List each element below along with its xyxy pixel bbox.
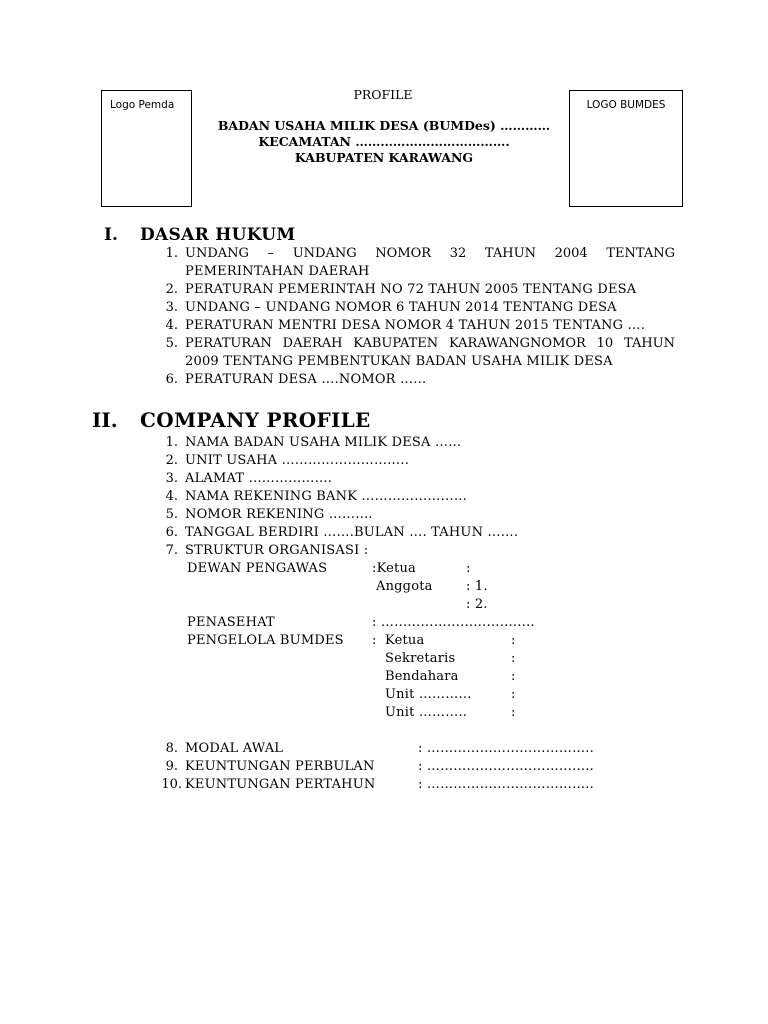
list-item-text-continued: 2009 TENTANG PEMBENTUKAN BADAN USAHA MILIK DESA bbox=[185, 354, 613, 369]
list-item-text-continued: PEMERINTAHAN DAERAH bbox=[185, 264, 370, 279]
list-item-text: NOMOR REKENING ………. bbox=[185, 507, 373, 522]
list-item-number: 8. bbox=[165, 741, 178, 756]
dewan-anggota: Anggota bbox=[376, 579, 433, 594]
list-item-number: 10. bbox=[161, 777, 182, 792]
list-item-number: 7. bbox=[165, 543, 178, 558]
header-line-kabupaten: KABUPATEN KARAWANG bbox=[294, 150, 474, 165]
pengelola-unit-2: Unit ……….. bbox=[385, 705, 468, 720]
logo-bumdes-label: LOGO BUMDES bbox=[586, 99, 666, 111]
list-item-text: UNDANG – UNDANG NOMOR 6 TAHUN 2014 TENTANG DESA bbox=[185, 300, 617, 315]
section-1-title: DASAR HUKUM bbox=[140, 225, 296, 245]
dewan-anggota-2: : 2. bbox=[466, 597, 488, 612]
pengelola-unit-1: Unit ………… bbox=[385, 687, 472, 702]
list-item-text: STRUKTUR ORGANISASI : bbox=[185, 543, 369, 558]
list-item-text: PERATURAN DESA ….NOMOR …… bbox=[185, 372, 427, 387]
list-item-number: 1. bbox=[165, 246, 178, 261]
modal-awal-label: MODAL AWAL bbox=[185, 741, 284, 756]
pengelola-colon: : bbox=[372, 633, 377, 648]
pengelola-unit-2-colon: : bbox=[511, 705, 516, 720]
keuntungan-perbulan-label: KEUNTUNGAN PERBULAN bbox=[185, 759, 375, 774]
pengelola-ketua: Ketua bbox=[385, 633, 425, 648]
dewan-ketua: :Ketua bbox=[372, 561, 416, 576]
pengelola-bendahara-colon: : bbox=[511, 669, 516, 684]
keuntungan-pertahun-value: : ……………………………….. bbox=[418, 777, 594, 792]
document-title: PROFILE bbox=[353, 87, 413, 102]
list-item-text: PERATURAN MENTRI DESA NOMOR 4 TAHUN 2015 TENTANG …. bbox=[185, 318, 646, 333]
list-item-number: 6. bbox=[165, 525, 178, 540]
logo-pemda-label: Logo Pemda bbox=[110, 99, 175, 111]
pengelola-ketua-colon: : bbox=[511, 633, 516, 648]
header-line-bumdes: BADAN USAHA MILIK DESA (BUMDes) ………… bbox=[217, 118, 551, 133]
dewan-anggota-1: : 1. bbox=[466, 579, 488, 594]
pengelola-label: PENGELOLA BUMDES bbox=[187, 633, 344, 648]
section-2-title: COMPANY PROFILE bbox=[140, 408, 371, 432]
list-item-number: 2. bbox=[165, 282, 178, 297]
penasehat-value: : …………………………….. bbox=[372, 615, 535, 630]
dewan-pengawas-label: DEWAN PENGAWAS bbox=[187, 561, 328, 576]
list-item-number: 6. bbox=[165, 372, 178, 387]
list-item-number: 4. bbox=[165, 489, 178, 504]
list-item-text bbox=[185, 336, 675, 351]
justified-line: PERATURAN DAERAH KABUPATEN KARAWANGNOMOR 10 TAHUN bbox=[185, 336, 675, 351]
list-item-text bbox=[185, 246, 675, 261]
penasehat-label: PENASEHAT bbox=[187, 615, 275, 630]
list-item-number: 5. bbox=[165, 507, 178, 522]
list-item-text: PERATURAN PEMERINTAH NO 72 TAHUN 2005 TENTANG DESA bbox=[185, 282, 637, 297]
keuntungan-pertahun-label: KEUNTUNGAN PERTAHUN bbox=[185, 777, 376, 792]
list-item-number: 4. bbox=[165, 318, 178, 333]
pengelola-unit-1-colon: : bbox=[511, 687, 516, 702]
list-item-number: 3. bbox=[165, 300, 178, 315]
list-item-text: NAMA REKENING BANK …………………… bbox=[185, 489, 468, 504]
list-item-number: 2. bbox=[165, 453, 178, 468]
dewan-ketua-colon: : bbox=[466, 561, 471, 576]
pengelola-bendahara: Bendahara bbox=[385, 669, 459, 684]
justified-line: UNDANG – UNDANG NOMOR 32 TAHUN 2004 TENTANG bbox=[185, 246, 675, 261]
section-2-number: II. bbox=[92, 408, 118, 432]
keuntungan-perbulan-value: : ……………………………….. bbox=[418, 759, 594, 774]
list-item-text: NAMA BADAN USAHA MILIK DESA …… bbox=[185, 435, 462, 450]
list-item-number: 3. bbox=[165, 471, 178, 486]
list-item-number: 5. bbox=[165, 336, 178, 351]
pengelola-sekretaris-colon: : bbox=[511, 651, 516, 666]
list-item-text: UNIT USAHA ……………………….. bbox=[185, 453, 410, 468]
list-item-text: ALAMAT ………………. bbox=[185, 471, 333, 486]
list-item-text: TANGGAL BERDIRI …….BULAN …. TAHUN ……. bbox=[185, 525, 519, 540]
modal-awal-value: : ……………………………….. bbox=[418, 741, 594, 756]
section-1-number: I. bbox=[104, 225, 118, 245]
pengelola-sekretaris: Sekretaris bbox=[385, 651, 456, 666]
list-item-number: 1. bbox=[165, 435, 178, 450]
header-line-kecamatan: KECAMATAN ………………………………. bbox=[258, 134, 510, 149]
list-item-number: 9. bbox=[165, 759, 178, 774]
